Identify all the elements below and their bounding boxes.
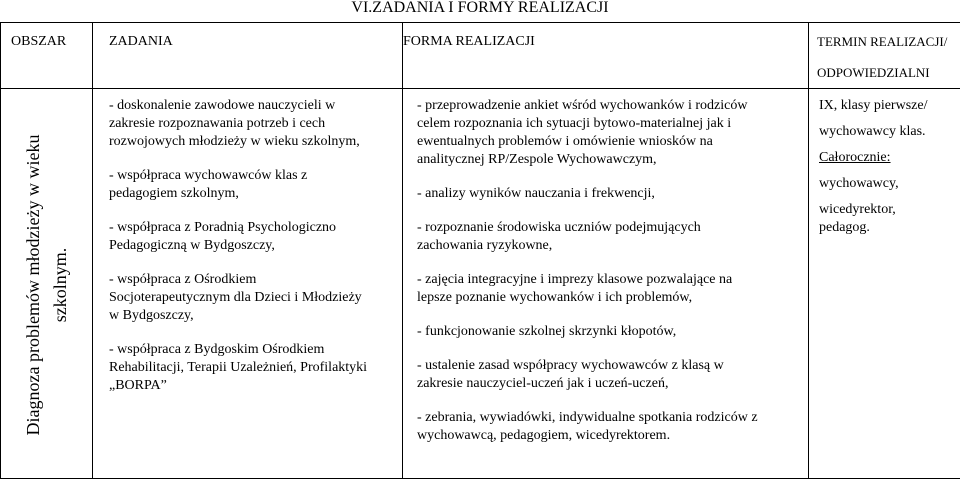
task-line: Pedagogiczną w Bydgoszczy,	[109, 238, 275, 253]
area-text	[20, 95, 74, 475]
header-forma-label: FORMA REALIZACJI	[403, 34, 535, 49]
form-line: - zajęcia integracyjne i imprezy klasowe pozwalające na	[417, 272, 733, 287]
task-line: zakresie rozpoznawania potrzeb i cech	[109, 116, 326, 131]
task-line: Socjoterapeutycznym dla Dzieci i Młodzieży	[109, 290, 362, 305]
form-line: - ustalenie zasad współpracy wychowawców z klasą w	[417, 358, 724, 373]
form-line: lepsze poznanie wychowanków i ich problemów,	[417, 290, 693, 305]
form-line: - zebrania, wywiadówki, indywidualne spotkania rodziców z	[417, 410, 758, 425]
header-zadania	[93, 23, 403, 89]
termin-line: wicedyrektor,	[819, 202, 896, 217]
forms-list	[417, 97, 758, 445]
form-line: zakresie nauczyciel-uczeń jak i uczeń-uczeń,	[417, 376, 669, 391]
form-line: - przeprowadzenie ankiet wśród wychowanków i rodziców	[417, 98, 748, 113]
header-forma	[403, 23, 809, 89]
form-line: analitycznej RP/Zespole Wychowawczym,	[417, 152, 657, 167]
tasks-list	[109, 97, 367, 395]
task-line: - współpraca z Ośrodkiem	[109, 272, 257, 287]
task-line: - współpraca wychowawców klas z	[109, 168, 308, 183]
header-termin-label-2: ODPOWIEDZIALNI	[817, 65, 930, 80]
task-line: - doskonalenie zawodowe nauczycieli w	[109, 98, 336, 113]
termin-line: IX, klasy pierwsze/	[819, 98, 928, 113]
page-title: VI.ZADANIA I FORMY REALIZACJI	[351, 0, 609, 16]
termin-line: Całorocznie:	[819, 150, 891, 165]
termin-cell	[809, 89, 960, 479]
header-obszar	[1, 23, 93, 89]
termin-line: wychowawcy,	[819, 176, 899, 191]
task-line: w Bydgoszczy,	[109, 308, 194, 323]
form-line: - rozpoznanie środowiska uczniów podejmujących	[417, 220, 701, 235]
area-line: Diagnoza problemów młodzieży w wieku	[23, 134, 43, 435]
task-line: pedagogiem szkolnym,	[109, 186, 239, 201]
form-line: - funkcjonowanie szkolnej skrzynki kłopotów,	[417, 324, 677, 339]
tasks-table	[0, 22, 960, 479]
header-termin	[809, 23, 960, 89]
task-line: - współpraca z Poradnią Psychologiczno	[109, 220, 337, 235]
form-line: zachowania ryzykowne,	[417, 238, 553, 253]
task-line: rozwojowych młodzieży w wieku szkolnym,	[109, 134, 360, 149]
form-line: - analizy wyników nauczania i frekwencji,	[417, 186, 655, 201]
form-line: ewentualnych problemów i omówienie wniosków na	[417, 134, 713, 149]
task-line: Rehabilitacji, Terapii Uzależnień, Profilaktyki	[109, 360, 368, 375]
area-cell	[1, 89, 93, 479]
task-line: „BORPA”	[109, 378, 167, 393]
task-line: - współpraca z Bydgoskim Ośrodkiem	[109, 342, 325, 357]
header-termin-label-1: TERMIN REALIZACJI/	[817, 34, 948, 49]
tasks-cell	[93, 89, 403, 479]
area-line: szkolnym.	[50, 247, 70, 322]
termin-list	[819, 97, 927, 237]
area-rotated-wrap	[1, 89, 93, 479]
header-zadania-label: ZADANIA	[109, 34, 173, 49]
termin-line: pedagog.	[819, 220, 870, 235]
form-line: celem rozpoznania ich sytuacji bytowo-materialnej jak i	[417, 116, 732, 131]
form-line: wychowawcą, pedagogiem, wicedyrektorem.	[417, 428, 671, 443]
forms-cell	[403, 89, 809, 479]
termin-line: wychowawcy klas.	[819, 124, 926, 139]
header-obszar-label: OBSZAR	[11, 34, 67, 49]
